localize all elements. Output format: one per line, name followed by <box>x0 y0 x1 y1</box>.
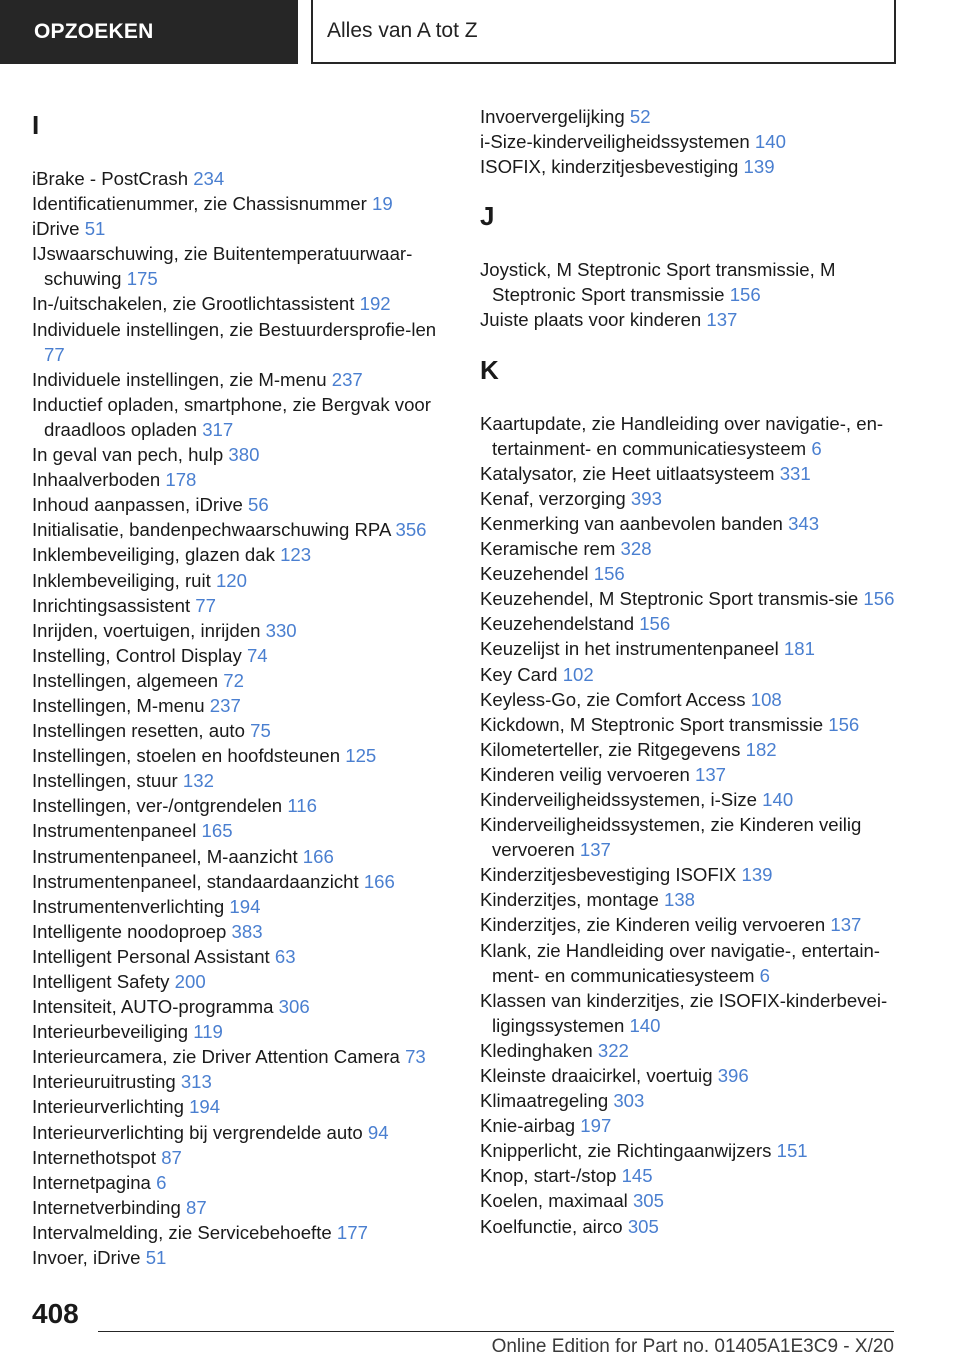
index-entry-text: Instrumentenpaneel, standaardaanzicht <box>32 870 359 892</box>
index-entry-text: Inklembeveiliging, ruit <box>32 569 211 591</box>
index-entry <box>480 662 900 687</box>
index-entry <box>480 611 900 636</box>
index-entry-text: Kinderzitjes, montage <box>480 889 659 911</box>
index-entry-text: Instellingen, M-menu <box>32 694 205 716</box>
page-reference-link[interactable]: 139 <box>743 156 775 178</box>
page-reference-link[interactable]: 151 <box>776 1140 808 1162</box>
page-reference-link[interactable]: 343 <box>788 512 820 534</box>
index-entry <box>32 593 457 618</box>
section-tab <box>0 0 298 64</box>
index-entry-text: Klank, zie Handleiding over navigatie-, entertain‐ment- en communicatiesysteem <box>480 939 880 986</box>
index-entry <box>480 812 900 862</box>
page-reference-link[interactable]: 137 <box>579 839 611 861</box>
chapter-title: Alles van A tot Z <box>327 19 478 42</box>
index-entry <box>480 461 900 486</box>
index-entry-text: Joystick, M Steptronic Sport transmissie, M Steptronic Sport transmissie <box>480 259 836 306</box>
page-reference-link[interactable]: 166 <box>302 845 334 867</box>
index-entry-text: Kenmerking van aanbevolen banden <box>480 512 783 534</box>
index-entry-text: Kleinste draaicirkel, voertuig <box>480 1065 713 1086</box>
index-entry-text: Koelfunctie, airco <box>480 1215 623 1237</box>
page-reference-link[interactable]: 177 <box>336 1221 368 1243</box>
page-reference-link[interactable]: 156 <box>593 563 625 585</box>
index-entry <box>480 154 900 179</box>
index-entry <box>32 317 457 367</box>
page-reference-link[interactable]: 74 <box>246 644 268 666</box>
page-reference-link[interactable]: 140 <box>754 131 786 153</box>
index-entry <box>32 643 457 668</box>
index-entry-text: IJswaarschuwing, zie Buitentemperatuurwaar‐schuwing <box>32 243 413 290</box>
index-entry-text: Kinderzitjesbevestiging ISOFIX <box>480 864 737 886</box>
index-entry-text: Klimaatregeling <box>480 1090 609 1112</box>
page-reference-link[interactable]: 116 <box>287 795 317 817</box>
index-entry <box>32 1069 457 1094</box>
index-entry-text: Identificatienummer, zie Chassisnummer <box>32 193 367 215</box>
index-entry <box>32 844 457 869</box>
index-entry-text: Katalysator, zie Heet uitlaatsysteem <box>480 462 775 484</box>
index-entry-text: i-Size-kinderveiligheidssystemen <box>480 131 750 153</box>
index-entry <box>32 1044 457 1069</box>
index-entry <box>480 1038 900 1063</box>
page-reference-link[interactable]: 87 <box>161 1146 182 1168</box>
index-entry <box>32 216 457 241</box>
page-reference-link[interactable]: 192 <box>359 293 391 315</box>
index-entry <box>480 862 900 887</box>
page-reference-link[interactable]: 138 <box>663 889 696 911</box>
page-reference-link[interactable]: 197 <box>580 1115 612 1137</box>
page-reference-link[interactable]: 330 <box>265 619 297 641</box>
page-reference-link[interactable]: 305 <box>632 1190 664 1212</box>
index-entry <box>32 793 457 818</box>
index-entry <box>32 869 457 894</box>
page-reference-link[interactable]: 234 <box>193 168 225 189</box>
index-entry <box>32 392 457 442</box>
page-reference-link[interactable]: 237 <box>209 694 241 716</box>
page-reference-link[interactable]: 166 <box>363 870 395 892</box>
index-entry-text: Invoervergelijking <box>480 106 625 127</box>
index-entry-text: Individuele instellingen, zie Bestuurdersprofie‐len <box>32 318 437 340</box>
page-reference-link[interactable]: 72 <box>223 669 244 691</box>
page-reference-link[interactable]: 137 <box>830 914 862 936</box>
index-entry-text: Kickdown, M Steptronic Sport transmissie <box>480 713 824 735</box>
index-entry-text: Interieuruitrusting <box>32 1071 176 1093</box>
index-entry <box>480 511 900 536</box>
index-entry-text: Individuele instellingen, zie M-menu <box>32 368 327 390</box>
page-reference-link[interactable]: 119 <box>193 1021 223 1043</box>
page-reference-link[interactable]: 322 <box>597 1039 629 1061</box>
index-entry <box>32 1120 457 1145</box>
page-reference-link[interactable]: 140 <box>762 788 794 810</box>
page-reference-link[interactable]: 194 <box>229 895 261 917</box>
index-entry <box>480 486 900 511</box>
index-entry-text: Instrumentenpaneel <box>32 820 197 842</box>
page-reference-link[interactable]: 123 <box>280 544 312 566</box>
page-reference-link[interactable]: 306 <box>278 996 310 1018</box>
index-entry-text: Interieurbeveiliging <box>32 1021 189 1043</box>
index-entry-text: Kinderzitjes, zie Kinderen veilig vervoeren <box>480 914 826 936</box>
index-entry <box>32 1145 457 1170</box>
index-entry <box>480 636 900 661</box>
index-entry-text: Interieurcamera, zie Driver Attention Camera <box>32 1046 400 1068</box>
index-entry-text: Instellingen resetten, auto <box>32 720 245 742</box>
index-entry-text: Keuzehendelstand <box>480 613 635 635</box>
page-reference-link[interactable]: 87 <box>186 1196 207 1218</box>
index-entry <box>32 442 457 467</box>
index-entry <box>32 166 457 191</box>
index-entry-text: Keuzelijst in het instrumentenpaneel <box>480 638 779 660</box>
page-reference-link[interactable]: 63 <box>274 945 296 967</box>
footer-divider <box>98 1331 894 1332</box>
index-entry-text: Initialisatie, bandenpechwaarschuwing RPA <box>32 519 391 541</box>
page-reference-link[interactable]: 156 <box>639 613 671 635</box>
index-entry <box>32 291 457 316</box>
index-entry-text: Keramische rem <box>480 538 616 560</box>
index-entry-text: Kaartupdate, zie Handleiding over navigatie-, en‐tertainment- en communicatiesysteem <box>480 412 884 459</box>
index-entry <box>32 818 457 843</box>
index-entry-text: ISOFIX, kinderzitjesbevestiging <box>480 156 739 178</box>
index-entry-text: Internetverbinding <box>32 1196 181 1218</box>
index-entry <box>480 1214 900 1239</box>
page-reference-link[interactable]: 6 <box>156 1171 167 1193</box>
index-entry <box>480 1088 900 1113</box>
page-reference-link[interactable]: 313 <box>180 1071 212 1093</box>
edition-note: Online Edition for Part no. 01405A1E3C9 - X/20 <box>491 1336 894 1357</box>
index-entry-text: Instelling, Control Display <box>32 644 242 666</box>
index-entry <box>480 737 900 762</box>
index-entry-text: iDrive <box>32 218 80 240</box>
index-entry-text: Keyless-Go, zie Comfort Access <box>480 688 746 710</box>
page-reference-link[interactable]: 51 <box>84 218 106 240</box>
index-entry-text: In-/uitschakelen, zie Grootlichtassistent <box>32 293 355 315</box>
index-entry-text: Inductief opladen, smartphone, zie Bergvak voor draadloos opladen <box>32 393 431 440</box>
index-entry-text: Klassen van kinderzitjes, zie ISOFIX-kinderbevei‐ligingssystemen <box>480 989 888 1036</box>
page-reference-link[interactable]: 393 <box>630 487 662 509</box>
page-reference-link[interactable]: 132 <box>182 770 214 792</box>
index-entry-text: Koelen, maximaal <box>480 1190 628 1212</box>
index-entry <box>480 1113 900 1138</box>
index-group <box>480 201 900 332</box>
index-letter-heading: I <box>32 110 40 140</box>
index-entry <box>32 1019 457 1044</box>
index-entry-text: Inrijden, voertuigen, inrijden <box>32 619 261 641</box>
index-entry-text: Instellingen, stuur <box>32 770 178 792</box>
page-reference-link[interactable]: 200 <box>174 971 206 992</box>
index-entry <box>32 1195 457 1220</box>
page-reference-link[interactable]: 75 <box>250 720 271 742</box>
index-entry <box>32 568 457 593</box>
page-reference-link[interactable]: 125 <box>345 745 377 767</box>
index-entry <box>480 1063 900 1088</box>
index-entry <box>480 561 900 586</box>
page-reference-link[interactable]: 19 <box>372 193 393 215</box>
page-reference-link[interactable]: 178 <box>165 469 197 491</box>
index-column-right <box>480 104 900 1239</box>
index-entry-text: Instrumentenpaneel, M-aanzicht <box>32 845 298 867</box>
index-entry-text: Interieurverlichting <box>32 1096 184 1118</box>
index-entry <box>32 1245 457 1270</box>
index-entry-text: Kledinghaken <box>480 1039 593 1061</box>
index-entry <box>32 894 457 919</box>
page-reference-link[interactable]: 156 <box>828 713 860 735</box>
index-entry-list <box>480 257 900 332</box>
index-group <box>480 355 900 1239</box>
index-entry <box>480 887 900 912</box>
index-entry <box>480 411 900 461</box>
page-reference-link[interactable]: 6 <box>811 437 822 459</box>
page-reference-link[interactable]: 6 <box>759 964 770 986</box>
page-reference-link[interactable]: 140 <box>629 1014 661 1036</box>
index-entry <box>32 994 457 1019</box>
index-entry-text: Invoer, iDrive <box>32 1247 141 1269</box>
index-entry <box>480 712 900 737</box>
index-entry-text: Keuzehendel, M Steptronic Sport transmis‐sie <box>480 588 859 610</box>
index-entry-text: Instellingen, stoelen en hoofdsteunen <box>32 745 341 767</box>
index-entry <box>480 988 900 1038</box>
index-entry-text: Knop, start-/stop <box>480 1165 617 1187</box>
page-reference-link[interactable]: 396 <box>717 1065 749 1086</box>
page-number: 408 <box>32 1298 79 1329</box>
index-entry-text: Internetpagina <box>32 1171 151 1193</box>
section-title: OPZOEKEN <box>34 20 154 43</box>
index-entry <box>32 1220 457 1245</box>
index-entry <box>32 969 457 994</box>
index-entry <box>480 129 900 154</box>
index-entry-text: Instellingen, ver-/ontgrendelen <box>32 795 283 817</box>
index-entry <box>480 104 900 129</box>
index-entry <box>32 191 457 216</box>
index-entry-text: iBrake - PostCrash <box>32 168 189 189</box>
page-reference-link[interactable]: 102 <box>562 663 594 685</box>
page-reference-link[interactable]: 331 <box>779 462 811 484</box>
index-entry-text: Knie-airbag <box>480 1115 576 1137</box>
index-entry <box>32 241 457 291</box>
page-reference-link[interactable]: 181 <box>783 638 815 660</box>
index-entry-text: Internethotspot <box>32 1146 157 1168</box>
page-reference-link[interactable]: 380 <box>228 444 260 466</box>
index-entry-text: Instellingen, algemeen <box>32 669 219 691</box>
index-entry-text: Intensiteit, AUTO-programma <box>32 996 274 1018</box>
index-entry <box>480 586 900 611</box>
index-entry <box>480 1138 900 1163</box>
index-entry <box>32 367 457 392</box>
index-entry-text: Inhaalverboden <box>32 469 161 491</box>
page-reference-link[interactable]: 94 <box>367 1121 389 1143</box>
index-entry-text: Intelligent Personal Assistant <box>32 945 270 967</box>
index-group <box>480 104 900 179</box>
index-entry <box>480 787 900 812</box>
page-reference-link[interactable]: 317 <box>202 418 234 440</box>
index-entry <box>32 1170 457 1195</box>
index-entry <box>480 938 900 988</box>
page-reference-link[interactable]: 56 <box>248 494 269 516</box>
index-entry-text: Kinderen veilig vervoeren <box>480 763 690 785</box>
index-letter-heading: J <box>480 201 495 232</box>
index-entry <box>32 944 457 969</box>
page-reference-link[interactable]: 383 <box>231 920 263 942</box>
page-reference-link[interactable]: 51 <box>145 1247 167 1269</box>
index-entry <box>32 492 457 517</box>
index-entry <box>32 768 457 793</box>
page-reference-link[interactable]: 139 <box>741 864 773 886</box>
index-entry-list <box>480 104 900 179</box>
index-entry-text: Keuzehendel <box>480 563 589 585</box>
page-reference-link[interactable]: 73 <box>405 1046 426 1068</box>
page-reference-link[interactable]: 182 <box>745 738 777 760</box>
page-reference-link[interactable]: 108 <box>750 688 782 710</box>
index-entry <box>480 1188 900 1213</box>
index-entry-text: Key Card <box>480 663 558 685</box>
index-entry <box>480 687 900 712</box>
page-reference-link[interactable]: 175 <box>126 268 158 290</box>
index-entry-list <box>480 411 900 1239</box>
page-reference-link[interactable]: 137 <box>695 763 727 785</box>
index-entry-text: Kenaf, verzorging <box>480 487 626 509</box>
page-reference-link[interactable]: 77 <box>44 343 65 365</box>
page-reference-link[interactable]: 120 <box>215 569 247 591</box>
index-entry <box>32 1094 457 1119</box>
index-entry <box>32 718 457 743</box>
page-reference-link[interactable]: 194 <box>189 1096 221 1118</box>
page-reference-link[interactable]: 356 <box>395 519 427 541</box>
index-entry <box>32 668 457 693</box>
page-reference-link[interactable]: 328 <box>620 538 652 560</box>
index-column-left <box>32 104 457 1270</box>
index-entry <box>32 743 457 768</box>
index-entry <box>480 1163 900 1188</box>
page-reference-link[interactable]: 52 <box>629 106 651 127</box>
page-reference-link[interactable]: 303 <box>613 1090 645 1112</box>
page-reference-link[interactable]: 77 <box>195 594 216 616</box>
index-entry <box>480 912 900 937</box>
page-reference-link[interactable]: 145 <box>621 1165 653 1187</box>
page-reference-link[interactable]: 237 <box>331 368 363 390</box>
index-entry-text: Juiste plaats voor kinderen <box>480 309 702 331</box>
index-entry-text: In geval van pech, hulp <box>32 444 224 466</box>
index-entry-text: Intervalmelding, zie Servicebehoefte <box>32 1221 332 1243</box>
index-entry-text: Instrumentenverlichting <box>32 895 225 917</box>
page-reference-link[interactable]: 156 <box>863 588 895 610</box>
index-entry-text: Knipperlicht, zie Richtingaanwijzers <box>480 1140 772 1162</box>
page-reference-link[interactable]: 165 <box>201 820 233 842</box>
index-entry-list <box>32 166 457 1270</box>
index-group <box>32 110 457 1270</box>
index-entry <box>480 307 900 332</box>
index-entry <box>32 467 457 492</box>
index-entry-text: Inrichtingsassistent <box>32 594 191 616</box>
index-entry <box>480 257 900 307</box>
index-letter-heading: K <box>480 354 499 385</box>
index-entry-text: Inklembeveiliging, glazen dak <box>32 544 275 566</box>
chapter-header <box>311 0 896 64</box>
index-entry <box>480 762 900 787</box>
page-reference-link[interactable]: 137 <box>706 309 738 331</box>
index-entry-text: Inhoud aanpassen, iDrive <box>32 494 243 516</box>
index-entry <box>32 919 457 944</box>
page-reference-link[interactable]: 156 <box>729 284 761 306</box>
index-entry <box>32 618 457 643</box>
index-entry <box>32 517 457 542</box>
index-entry <box>480 536 900 561</box>
index-entry-text: Kinderveiligheidssystemen, i-Size <box>480 788 757 810</box>
index-entry-text: Interieurverlichting bij vergrendelde auto <box>32 1121 363 1143</box>
page-reference-link[interactable]: 305 <box>627 1215 659 1237</box>
index-entry-text: Kilometerteller, zie Ritgegevens <box>480 738 741 760</box>
index-entry-text: Intelligent Safety <box>32 971 170 992</box>
index-entry <box>32 542 457 567</box>
index-entry-text: Intelligente noodoproep <box>32 920 227 942</box>
index-entry-text: Kinderveiligheidssystemen, zie Kinderen veilig vervoeren <box>480 814 862 861</box>
index-entry <box>32 693 457 718</box>
